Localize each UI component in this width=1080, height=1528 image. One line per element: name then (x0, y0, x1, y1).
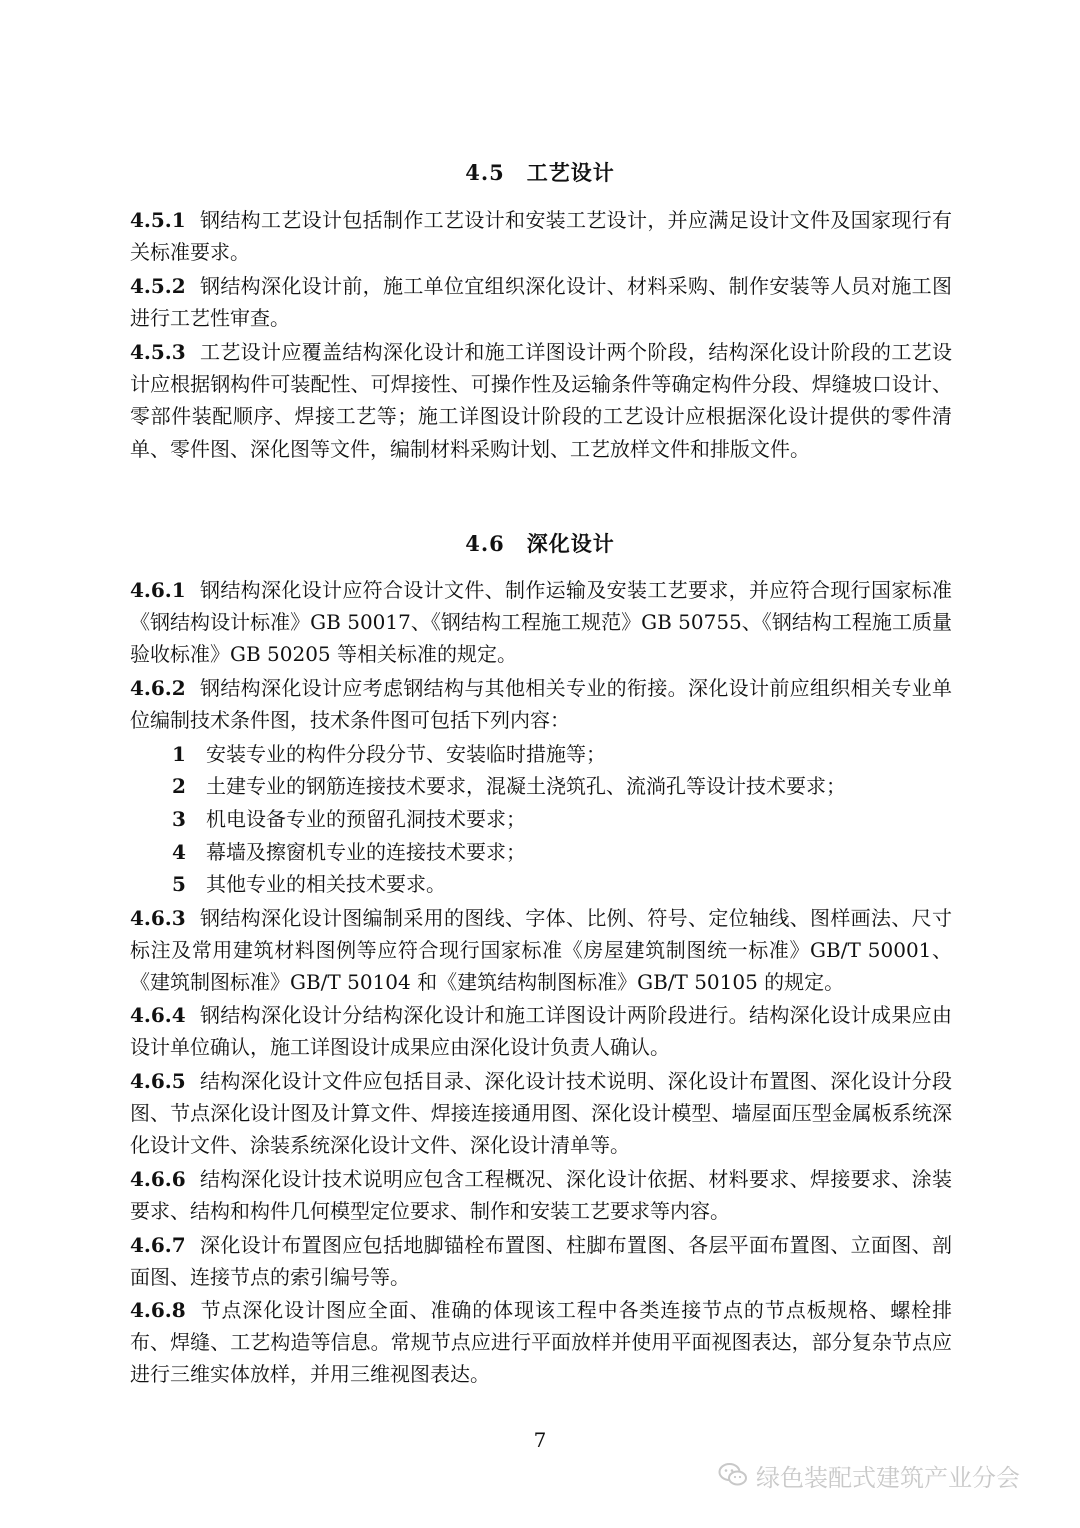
clause-number: 4.5.1 (130, 208, 186, 232)
clause-number: 4.6.7 (130, 1233, 186, 1257)
clause-number: 4.5.3 (130, 340, 186, 364)
clause-number: 4.5.2 (130, 274, 186, 298)
clause-number: 4.6.2 (130, 676, 186, 700)
watermark (718, 1460, 1020, 1490)
clause-text: 节点深化设计图应全面、准确的体现该工程中各类连接节点的节点板规格、螺栓排布、焊缝、工艺构造等信息。常规节点应进行平面放样并使用平面视图表达，部分复杂节点应进行三维实体放样，并用三维视图表达。 (130, 1298, 952, 1387)
clause-4-6-6 (130, 1163, 952, 1227)
clause-number: 4.6.8 (130, 1298, 186, 1322)
clause-text: 工艺设计应覆盖结构深化设计和施工详图设计两个阶段，结构深化设计阶段的工艺设计应根据钢构件可装配性、可焊接性、可操作性及运输条件等确定构件分段、焊缝坡口设计、零部件装配顺序、焊接工艺等；施工详图设计阶段的工艺设计应根据深化设计提供的零件清单、零件图、深化图等文件，编制材料采购计划、工艺放样文件和排版文件。 (130, 340, 952, 461)
clause-number: 4.6.4 (130, 1003, 186, 1027)
clause-text: 结构深化设计技术说明应包含工程概况、深化设计依据、材料要求、焊接要求、涂装要求、结构和构件几何模型定位要求、制作和安装工艺要求等内容。 (130, 1167, 952, 1224)
clause-text: 钢结构深化设计应考虑钢结构与其他相关专业的衔接。深化设计前应组织相关专业单位编制技术条件图，技术条件图可包括下列内容： (130, 676, 952, 733)
clause-4-5-3 (130, 336, 952, 465)
clause-4-6-7 (130, 1229, 952, 1293)
clause-4-5-2 (130, 270, 952, 334)
clause-4-6-1 (130, 574, 952, 671)
clause-4-6-5 (130, 1065, 952, 1162)
clause-4-6-2 (130, 672, 952, 736)
section-heading-4-6: 4.6 深化设计 (465, 531, 615, 556)
wechat-icon (718, 1462, 748, 1488)
clause-4-5-1 (130, 204, 952, 268)
clause-text: 钢结构深化设计分结构深化设计和施工详图设计两阶段进行。结构深化设计成果应由设计单位确认，施工详图设计成果应由深化设计负责人确认。 (130, 1003, 952, 1060)
clause-number: 4.6.1 (130, 578, 186, 602)
list-item: 3 机电设备专业的预留孔洞技术要求； (172, 807, 526, 831)
list-item: 4 幕墙及擦窗机专业的连接技术要求； (172, 840, 526, 864)
clause-number: 4.6.6 (130, 1167, 186, 1191)
clause-text: 钢结构工艺设计包括制作工艺设计和安装工艺设计，并应满足设计文件及国家现行有关标准要求。 (130, 208, 952, 265)
clause-text: 深化设计布置图应包括地脚锚栓布置图、柱脚布置图、各层平面布置图、立面图、剖面图、连接节点的索引编号等。 (130, 1233, 952, 1290)
section-heading-4-5: 4.5 工艺设计 (465, 160, 615, 185)
clause-4-6-4 (130, 999, 952, 1063)
clause-text: 结构深化设计文件应包括目录、深化设计技术说明、深化设计布置图、深化设计分段图、节点深化设计图及计算文件、焊接连接通用图、深化设计模型、墙屋面压型金属板系统深化设计文件、涂装系统深化设计文件、深化设计清单等。 (130, 1069, 952, 1158)
list-item: 5 其他专业的相关技术要求。 (172, 872, 446, 896)
watermark-text: 绿色装配式建筑产业分会 (756, 1463, 1020, 1492)
clause-text: 钢结构深化设计图编制采用的图线、字体、比例、符号、定位轴线、图样画法、尺寸标注及常用建筑材料图例等应符合现行国家标准《房屋建筑制图统一标准》GB/T 50001、《建筑制图标准》GB/T 50104 和《建筑结构制图标准》GB/T 50105 的规定。 (130, 906, 952, 995)
list-item: 2 土建专业的钢筋连接技术要求，混凝土浇筑孔、流淌孔等设计技术要求； (172, 774, 846, 798)
clause-number: 4.6.3 (130, 906, 186, 930)
clause-4-6-3 (130, 902, 952, 999)
clause-number: 4.6.5 (130, 1069, 186, 1093)
list-item: 1 安装专业的构件分段分节、安装临时措施等； (172, 742, 606, 766)
clause-4-6-8 (130, 1294, 952, 1391)
clause-text: 钢结构深化设计应符合设计文件、制作运输及安装工艺要求，并应符合现行国家标准《钢结构设计标准》GB 50017、《钢结构工程施工规范》GB 50755、《钢结构工程施工质量验收标准》GB 50205 等相关标准的规定。 (130, 578, 952, 667)
clause-text: 钢结构深化设计前，施工单位宜组织深化设计、材料采购、制作安装等人员对施工图进行工艺性审查。 (130, 274, 952, 331)
page-number: 7 (533, 1428, 547, 1452)
